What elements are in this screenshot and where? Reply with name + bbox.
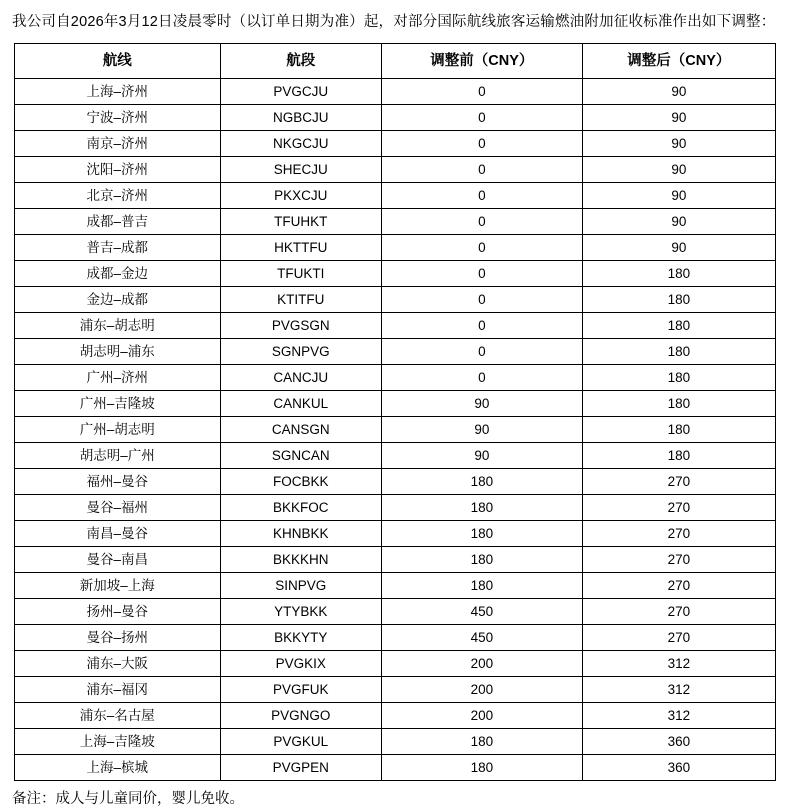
cell-segment: SGNCAN <box>220 443 381 469</box>
table-row <box>15 495 776 521</box>
cell-route: 沈阳–济州 <box>15 157 221 183</box>
table-row <box>15 105 776 131</box>
table-header-row <box>15 44 776 79</box>
cell-after: 270 <box>582 625 775 651</box>
cell-route: 福州–曼谷 <box>15 469 221 495</box>
cell-segment: YTYBKK <box>220 599 381 625</box>
cell-segment: PVGKUL <box>220 729 381 755</box>
column-header-route: 航线 <box>15 44 221 79</box>
cell-route: 浦东–大阪 <box>15 651 221 677</box>
cell-segment: PVGCJU <box>220 79 381 105</box>
table-row <box>15 677 776 703</box>
cell-after: 270 <box>582 547 775 573</box>
table-body <box>15 79 776 781</box>
cell-after: 180 <box>582 365 775 391</box>
cell-route: 上海–吉隆坡 <box>15 729 221 755</box>
cell-segment: PVGPEN <box>220 755 381 781</box>
cell-route: 浦东–福冈 <box>15 677 221 703</box>
table-row <box>15 313 776 339</box>
cell-route: 广州–吉隆坡 <box>15 391 221 417</box>
cell-route: 广州–济州 <box>15 365 221 391</box>
table-row <box>15 287 776 313</box>
cell-route: 广州–胡志明 <box>15 417 221 443</box>
cell-after: 180 <box>582 417 775 443</box>
cell-route: 上海–槟城 <box>15 755 221 781</box>
cell-after: 270 <box>582 599 775 625</box>
cell-after: 180 <box>582 339 775 365</box>
cell-after: 180 <box>582 287 775 313</box>
cell-before: 180 <box>382 521 583 547</box>
cell-after: 180 <box>582 391 775 417</box>
cell-segment: HKTTFU <box>220 235 381 261</box>
table-row <box>15 755 776 781</box>
cell-after: 90 <box>582 79 775 105</box>
table-row <box>15 469 776 495</box>
cell-segment: PVGKIX <box>220 651 381 677</box>
cell-before: 0 <box>382 235 583 261</box>
cell-before: 180 <box>382 469 583 495</box>
cell-route: 扬州–曼谷 <box>15 599 221 625</box>
cell-after: 312 <box>582 703 775 729</box>
cell-route: 普吉–成都 <box>15 235 221 261</box>
cell-segment: PVGNGO <box>220 703 381 729</box>
cell-before: 90 <box>382 391 583 417</box>
cell-segment: BKKFOC <box>220 495 381 521</box>
cell-after: 90 <box>582 235 775 261</box>
cell-before: 200 <box>382 703 583 729</box>
table-row <box>15 235 776 261</box>
table-row <box>15 521 776 547</box>
cell-before: 0 <box>382 365 583 391</box>
table-header <box>15 44 776 79</box>
cell-before: 0 <box>382 131 583 157</box>
cell-segment: CANKUL <box>220 391 381 417</box>
table-row <box>15 651 776 677</box>
cell-after: 90 <box>582 157 775 183</box>
cell-before: 180 <box>382 729 583 755</box>
cell-segment: NGBCJU <box>220 105 381 131</box>
cell-before: 0 <box>382 313 583 339</box>
cell-before: 200 <box>382 677 583 703</box>
table-row <box>15 599 776 625</box>
cell-route: 新加坡–上海 <box>15 573 221 599</box>
cell-segment: SINPVG <box>220 573 381 599</box>
cell-segment: KHNBKK <box>220 521 381 547</box>
cell-before: 180 <box>382 495 583 521</box>
cell-segment: BKKKHN <box>220 547 381 573</box>
cell-before: 0 <box>382 261 583 287</box>
cell-route: 曼谷–南昌 <box>15 547 221 573</box>
cell-after: 90 <box>582 209 775 235</box>
table-row <box>15 625 776 651</box>
cell-after: 90 <box>582 131 775 157</box>
cell-segment: FOCBKK <box>220 469 381 495</box>
cell-segment: TFUKTI <box>220 261 381 287</box>
table-row <box>15 261 776 287</box>
cell-segment: KTITFU <box>220 287 381 313</box>
column-header-before: 调整前（CNY） <box>382 44 583 79</box>
cell-segment: SHECJU <box>220 157 381 183</box>
cell-route: 曼谷–福州 <box>15 495 221 521</box>
cell-before: 180 <box>382 547 583 573</box>
cell-segment: PVGFUK <box>220 677 381 703</box>
cell-segment: NKGCJU <box>220 131 381 157</box>
intro-paragraph: 我公司自2026年3月12日凌晨零时（以订单日期为准）起，对部分国际航线旅客运输燃油附加征收标准作出如下调整： <box>12 14 776 30</box>
cell-route: 南京–济州 <box>15 131 221 157</box>
cell-before: 450 <box>382 599 583 625</box>
column-header-segment: 航段 <box>220 44 381 79</box>
table-row <box>15 391 776 417</box>
cell-before: 90 <box>382 417 583 443</box>
cell-route: 上海–济州 <box>15 79 221 105</box>
cell-before: 0 <box>382 157 583 183</box>
cell-before: 0 <box>382 79 583 105</box>
table-row <box>15 703 776 729</box>
cell-before: 0 <box>382 209 583 235</box>
cell-route: 金边–成都 <box>15 287 221 313</box>
cell-segment: BKKYTY <box>220 625 381 651</box>
table-row <box>15 157 776 183</box>
cell-segment: CANCJU <box>220 365 381 391</box>
table-row <box>15 547 776 573</box>
table-row <box>15 443 776 469</box>
cell-after: 312 <box>582 677 775 703</box>
cell-after: 360 <box>582 729 775 755</box>
cell-route: 曼谷–扬州 <box>15 625 221 651</box>
footnote: 备注：成人与儿童同价，婴儿免收。 <box>12 791 244 807</box>
table-row <box>15 339 776 365</box>
cell-route: 胡志明–广州 <box>15 443 221 469</box>
table-row <box>15 131 776 157</box>
cell-segment: SGNPVG <box>220 339 381 365</box>
cell-before: 90 <box>382 443 583 469</box>
cell-route: 浦东–名古屋 <box>15 703 221 729</box>
cell-route: 成都–金边 <box>15 261 221 287</box>
table-row <box>15 573 776 599</box>
table-row <box>15 417 776 443</box>
table-row <box>15 209 776 235</box>
cell-before: 180 <box>382 755 583 781</box>
cell-route: 浦东–胡志明 <box>15 313 221 339</box>
cell-segment: PKXCJU <box>220 183 381 209</box>
cell-segment: PVGSGN <box>220 313 381 339</box>
cell-after: 270 <box>582 573 775 599</box>
cell-after: 180 <box>582 443 775 469</box>
table-row <box>15 729 776 755</box>
cell-after: 312 <box>582 651 775 677</box>
column-header-after: 调整后（CNY） <box>582 44 775 79</box>
cell-before: 180 <box>382 573 583 599</box>
cell-before: 200 <box>382 651 583 677</box>
cell-after: 270 <box>582 495 775 521</box>
cell-before: 0 <box>382 287 583 313</box>
cell-route: 宁波–济州 <box>15 105 221 131</box>
cell-after: 270 <box>582 469 775 495</box>
cell-route: 成都–普吉 <box>15 209 221 235</box>
cell-route: 北京–济州 <box>15 183 221 209</box>
cell-after: 180 <box>582 261 775 287</box>
cell-route: 南昌–曼谷 <box>15 521 221 547</box>
table-row <box>15 365 776 391</box>
table-row <box>15 79 776 105</box>
cell-after: 90 <box>582 183 775 209</box>
cell-before: 0 <box>382 339 583 365</box>
cell-segment: TFUHKT <box>220 209 381 235</box>
cell-segment: CANSGN <box>220 417 381 443</box>
table-row <box>15 183 776 209</box>
cell-after: 180 <box>582 313 775 339</box>
cell-after: 360 <box>582 755 775 781</box>
cell-before: 450 <box>382 625 583 651</box>
cell-after: 270 <box>582 521 775 547</box>
fuel-surcharge-table <box>14 43 776 781</box>
cell-before: 0 <box>382 183 583 209</box>
cell-after: 90 <box>582 105 775 131</box>
cell-route: 胡志明–浦东 <box>15 339 221 365</box>
cell-before: 0 <box>382 105 583 131</box>
